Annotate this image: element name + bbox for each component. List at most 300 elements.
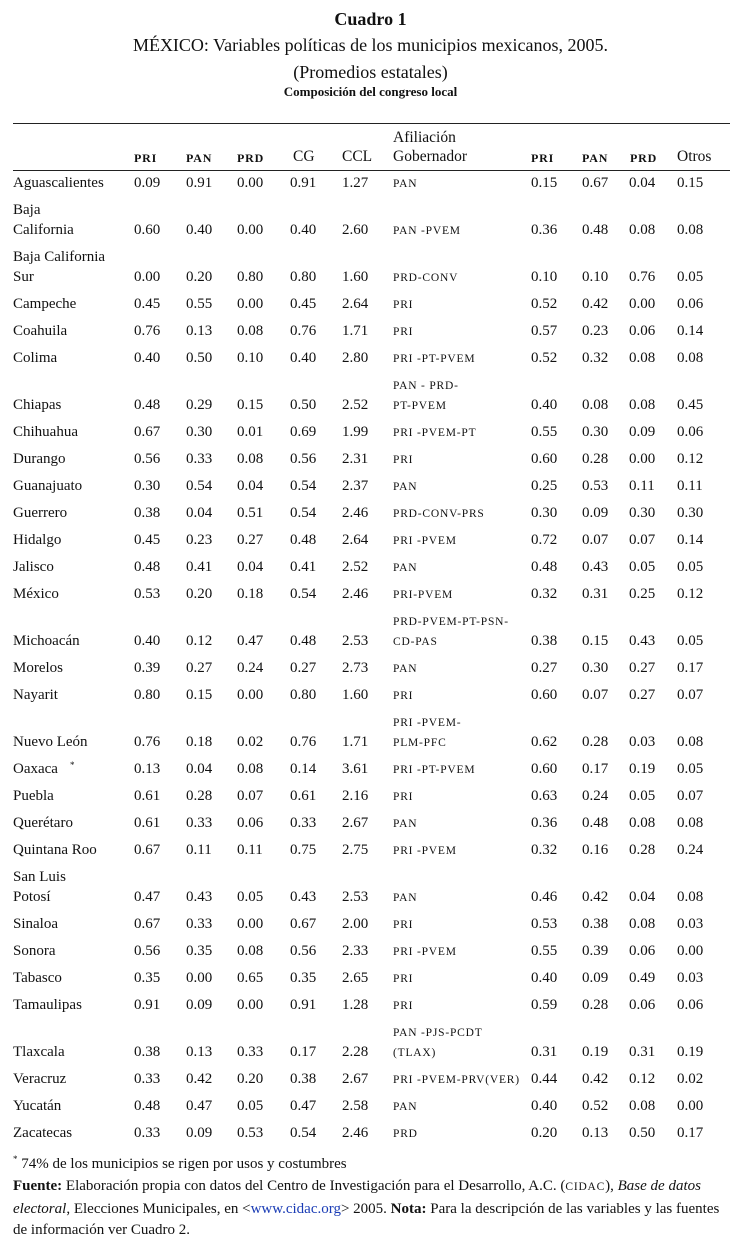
cell-pri: 0.67 bbox=[134, 916, 161, 932]
cell-pri: 0.33 bbox=[134, 1125, 161, 1141]
cell-pri: 0.35 bbox=[134, 970, 161, 986]
table-row bbox=[0, 867, 741, 907]
governor-affiliation: PAN bbox=[393, 818, 418, 830]
cell-cg: 0.48 bbox=[290, 633, 317, 649]
cell-pan2: 0.07 bbox=[582, 687, 609, 703]
table-row bbox=[0, 658, 741, 678]
cell-pan: 0.13 bbox=[186, 1044, 213, 1060]
state-name: Jalisco bbox=[13, 559, 54, 575]
col-pan-congress: PAN bbox=[582, 151, 609, 165]
cell-pan2: 0.42 bbox=[582, 889, 609, 905]
cell-pan2: 0.13 bbox=[582, 1125, 609, 1141]
cell-ccl: 2.65 bbox=[342, 970, 369, 986]
governor-affiliation: PLM-PFC bbox=[393, 737, 447, 749]
cell-pri2: 0.59 bbox=[531, 997, 558, 1013]
cell-cg: 0.40 bbox=[290, 350, 317, 366]
governor-affiliation: PRI -PT-PVEM bbox=[393, 764, 476, 776]
cell-pan2: 0.16 bbox=[582, 842, 609, 858]
cell-prd2: 0.27 bbox=[629, 687, 656, 703]
col-prd-congress: PRD bbox=[630, 151, 658, 165]
state-name: Quintana Roo bbox=[13, 842, 97, 858]
cell-otros: 0.45 bbox=[677, 397, 704, 413]
cell-cg: 0.61 bbox=[290, 788, 317, 804]
governor-affiliation: PAN bbox=[393, 1101, 418, 1113]
state-name: Zacatecas bbox=[13, 1125, 73, 1141]
table-row bbox=[0, 611, 741, 651]
cell-prd2: 0.30 bbox=[629, 505, 656, 521]
cell-pan2: 0.30 bbox=[582, 424, 609, 440]
cell-pan2: 0.28 bbox=[582, 734, 609, 750]
cell-otros: 0.12 bbox=[677, 586, 704, 602]
cell-prd2: 0.03 bbox=[629, 734, 656, 750]
cell-ccl: 2.64 bbox=[342, 296, 369, 312]
cell-pri2: 0.10 bbox=[531, 269, 558, 285]
state-name: Oaxaca bbox=[13, 761, 58, 777]
state-name: Morelos bbox=[13, 660, 63, 676]
cell-pan: 0.41 bbox=[186, 559, 213, 575]
cell-prd2: 0.25 bbox=[629, 586, 656, 602]
cell-prd2: 0.49 bbox=[629, 970, 656, 986]
cell-otros: 0.14 bbox=[677, 323, 704, 339]
cell-pri2: 0.44 bbox=[531, 1071, 558, 1087]
governor-affiliation: CD-PAS bbox=[393, 636, 438, 648]
cell-pan2: 0.30 bbox=[582, 660, 609, 676]
cell-pan2: 0.39 bbox=[582, 943, 609, 959]
cell-pan: 0.43 bbox=[186, 889, 213, 905]
table-row bbox=[0, 375, 741, 415]
cell-cg: 0.17 bbox=[290, 1044, 317, 1060]
cell-prd2: 0.50 bbox=[629, 1125, 656, 1141]
cell-pri: 0.76 bbox=[134, 734, 161, 750]
cell-ccl: 1.28 bbox=[342, 997, 369, 1013]
governor-affiliation: PRI bbox=[393, 326, 414, 338]
cell-pan2: 0.31 bbox=[582, 586, 609, 602]
cell-prd2: 0.08 bbox=[629, 222, 656, 238]
cell-cg: 0.56 bbox=[290, 943, 317, 959]
cell-cg: 0.41 bbox=[290, 559, 317, 575]
state-name: Hidalgo bbox=[13, 532, 62, 548]
cell-ccl: 1.71 bbox=[342, 734, 369, 750]
table-row bbox=[0, 294, 741, 314]
cell-pri: 0.53 bbox=[134, 586, 161, 602]
cell-ccl: 2.37 bbox=[342, 478, 369, 494]
cell-ccl: 2.64 bbox=[342, 532, 369, 548]
cell-pri2: 0.40 bbox=[531, 970, 558, 986]
cell-pan2: 0.09 bbox=[582, 970, 609, 986]
cell-pri2: 0.52 bbox=[531, 296, 558, 312]
cell-ccl: 2.80 bbox=[342, 350, 369, 366]
cell-ccl: 2.46 bbox=[342, 1125, 369, 1141]
cell-pri2: 0.36 bbox=[531, 815, 558, 831]
cell-pri2: 0.72 bbox=[531, 532, 558, 548]
cell-prd2: 0.04 bbox=[629, 889, 656, 905]
cell-prd2: 0.08 bbox=[629, 916, 656, 932]
governor-affiliation: PRI -PVEM bbox=[393, 535, 457, 547]
cell-otros: 0.03 bbox=[677, 970, 704, 986]
cell-pan: 0.55 bbox=[186, 296, 213, 312]
header-rule bbox=[13, 170, 730, 171]
cell-prd: 0.80 bbox=[237, 269, 264, 285]
cell-prd: 0.00 bbox=[237, 687, 264, 703]
cell-cg: 0.91 bbox=[290, 997, 317, 1013]
table-row bbox=[0, 476, 741, 496]
fuente-text-3: , Elecciones Municipales, en < bbox=[66, 1200, 251, 1217]
col-pan: PAN bbox=[186, 151, 213, 165]
footnote-text: 74% de los municipios se rigen por usos y costumbres bbox=[17, 1156, 347, 1172]
cell-pan: 0.09 bbox=[186, 997, 213, 1013]
state-name: Colima bbox=[13, 350, 58, 366]
cell-pan: 0.09 bbox=[186, 1125, 213, 1141]
cell-prd: 0.27 bbox=[237, 532, 264, 548]
table-row bbox=[0, 941, 741, 961]
cell-pan2: 0.17 bbox=[582, 761, 609, 777]
cell-pan2: 0.53 bbox=[582, 478, 609, 494]
governor-affiliation: PRI bbox=[393, 973, 414, 985]
governor-affiliation: (TLAX) bbox=[393, 1047, 437, 1059]
cell-ccl: 2.52 bbox=[342, 397, 369, 413]
cell-cg: 0.40 bbox=[290, 222, 317, 238]
fuente-italic: Base de datos electoral bbox=[13, 1178, 701, 1217]
cell-pan: 0.35 bbox=[186, 943, 213, 959]
cell-prd: 0.47 bbox=[237, 633, 264, 649]
table-row bbox=[0, 348, 741, 368]
cell-otros: 0.00 bbox=[677, 943, 704, 959]
cell-pan: 0.91 bbox=[186, 175, 213, 191]
governor-affiliation: PRI bbox=[393, 1000, 414, 1012]
col-prd: PRD bbox=[237, 151, 265, 165]
cell-pan: 0.33 bbox=[186, 451, 213, 467]
table-row bbox=[0, 247, 741, 287]
col-ccl: CCL bbox=[342, 148, 373, 165]
table-row bbox=[0, 503, 741, 523]
cell-cg: 0.80 bbox=[290, 269, 317, 285]
table-row bbox=[0, 813, 741, 833]
cell-pri: 0.13 bbox=[134, 761, 161, 777]
cell-ccl: 2.31 bbox=[342, 451, 369, 467]
cell-otros: 0.14 bbox=[677, 532, 704, 548]
cell-prd: 0.05 bbox=[237, 889, 264, 905]
cell-prd: 0.08 bbox=[237, 761, 264, 777]
cell-pan2: 0.42 bbox=[582, 296, 609, 312]
cell-otros: 0.17 bbox=[677, 1125, 704, 1141]
table-subtitle-2: (Promedios estatales) bbox=[293, 62, 448, 82]
cell-pri: 0.67 bbox=[134, 842, 161, 858]
cell-pri: 0.48 bbox=[134, 1098, 161, 1114]
cell-otros: 0.24 bbox=[677, 842, 704, 858]
governor-affiliation: PRI -PVEM bbox=[393, 845, 457, 857]
cell-otros: 0.07 bbox=[677, 687, 704, 703]
cell-cg: 0.54 bbox=[290, 505, 317, 521]
cell-otros: 0.06 bbox=[677, 296, 704, 312]
cell-prd2: 0.08 bbox=[629, 350, 656, 366]
table-row bbox=[0, 786, 741, 806]
cell-pri: 0.38 bbox=[134, 505, 161, 521]
governor-affiliation: PRI -PVEM- bbox=[393, 717, 462, 729]
state-name: Nuevo León bbox=[13, 734, 88, 750]
cell-ccl: 1.71 bbox=[342, 323, 369, 339]
governor-affiliation: PRI -PT-PVEM bbox=[393, 353, 476, 365]
cell-otros: 0.08 bbox=[677, 350, 704, 366]
table-row bbox=[0, 1096, 741, 1116]
cell-pri: 0.67 bbox=[134, 424, 161, 440]
state-name: Coahuila bbox=[13, 323, 68, 339]
cell-otros: 0.00 bbox=[677, 1098, 704, 1114]
cell-prd2: 0.07 bbox=[629, 532, 656, 548]
cell-prd2: 0.09 bbox=[629, 424, 656, 440]
cell-pri2: 0.30 bbox=[531, 505, 558, 521]
cell-prd2: 0.11 bbox=[629, 478, 655, 494]
cell-pan: 0.04 bbox=[186, 505, 213, 521]
cell-pri: 0.61 bbox=[134, 788, 161, 804]
cell-cg: 0.75 bbox=[290, 842, 317, 858]
cell-pri: 0.56 bbox=[134, 451, 161, 467]
governor-affiliation: PAN bbox=[393, 892, 418, 904]
governor-affiliation: PRD-PVEM-PT-PSN- bbox=[393, 616, 509, 628]
table-row bbox=[0, 685, 741, 705]
fuente-cidac: CIDAC bbox=[565, 1181, 606, 1193]
cell-prd: 0.04 bbox=[237, 478, 264, 494]
cell-otros: 0.19 bbox=[677, 1044, 704, 1060]
fuente-text-1: Elaboración propia con datos del Centro de Investigación para el Desarrollo, A.C. ( bbox=[62, 1178, 566, 1194]
governor-affiliation: PRD-CONV-PRS bbox=[393, 508, 485, 520]
governor-affiliation: PRI bbox=[393, 791, 414, 803]
cell-prd2: 0.43 bbox=[629, 633, 656, 649]
state-name: Chihuahua bbox=[13, 424, 78, 440]
cell-pri2: 0.32 bbox=[531, 842, 558, 858]
cell-pri: 0.45 bbox=[134, 532, 161, 548]
cell-pan: 0.33 bbox=[186, 815, 213, 831]
state-name: Campeche bbox=[13, 296, 77, 312]
cell-pan2: 0.24 bbox=[582, 788, 609, 804]
col-gov-line1: Afiliación bbox=[393, 129, 456, 146]
cell-pan: 0.04 bbox=[186, 761, 213, 777]
governor-affiliation: PRI -PVEM-PRV(VER) bbox=[393, 1074, 520, 1086]
table-row bbox=[0, 584, 741, 604]
state-name: Potosí bbox=[13, 889, 51, 905]
cell-prd: 0.08 bbox=[237, 451, 264, 467]
cell-pan2: 0.23 bbox=[582, 323, 609, 339]
governor-affiliation: PRI bbox=[393, 919, 414, 931]
table-row bbox=[0, 449, 741, 469]
governor-affiliation: PAN -PVEM bbox=[393, 225, 461, 237]
cell-pri2: 0.25 bbox=[531, 478, 558, 494]
cell-prd2: 0.19 bbox=[629, 761, 656, 777]
governor-affiliation: PAN bbox=[393, 663, 418, 675]
cell-pri: 0.40 bbox=[134, 633, 161, 649]
cell-otros: 0.15 bbox=[677, 175, 704, 191]
cell-prd: 0.07 bbox=[237, 788, 264, 804]
top-rule bbox=[13, 123, 730, 124]
cell-otros: 0.05 bbox=[677, 761, 704, 777]
table-row bbox=[0, 200, 741, 240]
cell-prd: 0.51 bbox=[237, 505, 264, 521]
cell-pan2: 0.42 bbox=[582, 1071, 609, 1087]
fuente-text-2: ), bbox=[605, 1178, 618, 1194]
governor-affiliation: PRI bbox=[393, 454, 414, 466]
table-row bbox=[0, 422, 741, 442]
cell-pan2: 0.28 bbox=[582, 997, 609, 1013]
state-name: Guanajuato bbox=[13, 478, 83, 494]
state-name: Michoacán bbox=[13, 633, 80, 649]
cell-otros: 0.02 bbox=[677, 1071, 704, 1087]
cell-pan: 0.20 bbox=[186, 586, 213, 602]
cell-pri: 0.61 bbox=[134, 815, 161, 831]
state-name: Baja California bbox=[13, 249, 106, 265]
cell-cg: 0.54 bbox=[290, 586, 317, 602]
table-row bbox=[0, 995, 741, 1015]
cell-pan: 0.42 bbox=[186, 1071, 213, 1087]
cell-pri2: 0.62 bbox=[531, 734, 558, 750]
cell-ccl: 2.00 bbox=[342, 916, 369, 932]
cell-pri: 0.48 bbox=[134, 397, 161, 413]
governor-affiliation: PAN bbox=[393, 562, 418, 574]
cell-prd2: 0.06 bbox=[629, 323, 656, 339]
cell-ccl: 2.16 bbox=[342, 788, 369, 804]
cell-pri2: 0.32 bbox=[531, 586, 558, 602]
cell-cg: 0.14 bbox=[290, 761, 317, 777]
cell-pan2: 0.09 bbox=[582, 505, 609, 521]
group-label: Composición del congreso local bbox=[283, 84, 458, 99]
cell-prd2: 0.28 bbox=[629, 842, 656, 858]
cell-prd2: 0.05 bbox=[629, 788, 656, 804]
cell-prd: 0.18 bbox=[237, 586, 264, 602]
cell-ccl: 2.53 bbox=[342, 889, 369, 905]
cell-otros: 0.08 bbox=[677, 222, 704, 238]
cell-ccl: 2.67 bbox=[342, 1071, 369, 1087]
cell-prd2: 0.05 bbox=[629, 559, 656, 575]
cell-prd: 0.33 bbox=[237, 1044, 264, 1060]
cell-pan: 0.54 bbox=[186, 478, 213, 494]
cell-prd2: 0.27 bbox=[629, 660, 656, 676]
cell-pan2: 0.10 bbox=[582, 269, 609, 285]
cell-pri2: 0.15 bbox=[531, 175, 558, 191]
cell-pri: 0.39 bbox=[134, 660, 161, 676]
state-name: San Luis bbox=[13, 869, 66, 885]
cell-prd: 0.08 bbox=[237, 943, 264, 959]
cell-pri: 0.60 bbox=[134, 222, 161, 238]
governor-affiliation: PAN -PJS-PCDT bbox=[393, 1027, 483, 1039]
cell-ccl: 2.28 bbox=[342, 1044, 369, 1060]
cell-pri2: 0.20 bbox=[531, 1125, 558, 1141]
cell-prd: 0.00 bbox=[237, 296, 264, 312]
governor-affiliation: PT-PVEM bbox=[393, 400, 447, 412]
table-row bbox=[0, 321, 741, 341]
cell-prd: 0.24 bbox=[237, 660, 264, 676]
governor-affiliation: PAN - PRD- bbox=[393, 380, 459, 392]
cell-pri: 0.40 bbox=[134, 350, 161, 366]
governor-affiliation: PAN bbox=[393, 178, 418, 190]
cell-prd2: 0.00 bbox=[629, 296, 656, 312]
cell-otros: 0.05 bbox=[677, 269, 704, 285]
governor-affiliation: PAN bbox=[393, 481, 418, 493]
cell-pan: 0.27 bbox=[186, 660, 213, 676]
cell-pan2: 0.08 bbox=[582, 397, 609, 413]
cell-prd: 0.08 bbox=[237, 323, 264, 339]
cell-pri: 0.00 bbox=[134, 269, 161, 285]
cell-ccl: 1.27 bbox=[342, 175, 369, 191]
state-name: Nayarit bbox=[13, 687, 58, 703]
governor-affiliation: PRD bbox=[393, 1128, 418, 1140]
state-name: Tamaulipas bbox=[13, 997, 82, 1013]
cell-prd: 0.00 bbox=[237, 997, 264, 1013]
col-cg: CG bbox=[293, 148, 315, 165]
cell-prd: 0.02 bbox=[237, 734, 264, 750]
cell-cg: 0.50 bbox=[290, 397, 317, 413]
state-name: Tlaxcala bbox=[13, 1044, 65, 1060]
cell-cg: 0.48 bbox=[290, 532, 317, 548]
cell-pan: 0.28 bbox=[186, 788, 213, 804]
governor-affiliation: PRI bbox=[393, 690, 414, 702]
state-name: Aguascalientes bbox=[13, 175, 104, 191]
cell-pri2: 0.31 bbox=[531, 1044, 558, 1060]
cell-ccl: 2.46 bbox=[342, 586, 369, 602]
cell-pri: 0.30 bbox=[134, 478, 161, 494]
governor-affiliation: PRI -PVEM-PT bbox=[393, 427, 477, 439]
cell-pri2: 0.27 bbox=[531, 660, 558, 676]
fuente-text-4: > 2005. bbox=[340, 1200, 391, 1217]
nota-text: Para la descripción de las variables y las fuentes de información ver Cuadro 2. bbox=[13, 1200, 720, 1238]
cell-pri2: 0.60 bbox=[531, 451, 558, 467]
cell-pri2: 0.55 bbox=[531, 943, 558, 959]
cell-pan2: 0.48 bbox=[582, 222, 609, 238]
cell-ccl: 2.75 bbox=[342, 842, 369, 858]
cell-ccl: 1.60 bbox=[342, 269, 369, 285]
cell-prd2: 0.76 bbox=[629, 269, 656, 285]
cell-ccl: 2.52 bbox=[342, 559, 369, 575]
state-name: California bbox=[13, 222, 74, 238]
cell-cg: 0.56 bbox=[290, 451, 317, 467]
cell-prd2: 0.31 bbox=[629, 1044, 656, 1060]
cell-ccl: 3.61 bbox=[342, 761, 369, 777]
cell-prd2: 0.06 bbox=[629, 997, 656, 1013]
cell-cg: 0.47 bbox=[290, 1098, 317, 1114]
cell-prd: 0.65 bbox=[237, 970, 264, 986]
cell-cg: 0.76 bbox=[290, 323, 317, 339]
cell-ccl: 2.46 bbox=[342, 505, 369, 521]
cell-pri2: 0.57 bbox=[531, 323, 558, 339]
state-name: Guerrero bbox=[13, 505, 68, 521]
cell-prd: 0.01 bbox=[237, 424, 264, 440]
cell-pan: 0.20 bbox=[186, 269, 213, 285]
cell-prd: 0.53 bbox=[237, 1125, 264, 1141]
cell-pri2: 0.63 bbox=[531, 788, 558, 804]
cell-prd: 0.10 bbox=[237, 350, 264, 366]
governor-affiliation: PRD-CONV bbox=[393, 272, 459, 284]
cell-pri2: 0.36 bbox=[531, 222, 558, 238]
cell-prd: 0.11 bbox=[237, 842, 263, 858]
table-row bbox=[0, 968, 741, 988]
cell-prd: 0.04 bbox=[237, 559, 264, 575]
cell-pan: 0.00 bbox=[186, 970, 213, 986]
state-name: México bbox=[13, 586, 59, 602]
cell-ccl: 2.58 bbox=[342, 1098, 369, 1114]
cell-prd: 0.20 bbox=[237, 1071, 264, 1087]
cell-otros: 0.07 bbox=[677, 788, 704, 804]
cell-otros: 0.05 bbox=[677, 559, 704, 575]
cell-cg: 0.35 bbox=[290, 970, 317, 986]
cell-pan: 0.29 bbox=[186, 397, 213, 413]
cell-pri2: 0.48 bbox=[531, 559, 558, 575]
state-name: Tabasco bbox=[13, 970, 62, 986]
cell-otros: 0.03 bbox=[677, 916, 704, 932]
cell-pan2: 0.19 bbox=[582, 1044, 609, 1060]
cell-otros: 0.08 bbox=[677, 889, 704, 905]
cell-pan2: 0.43 bbox=[582, 559, 609, 575]
cell-cg: 0.43 bbox=[290, 889, 317, 905]
cell-pan: 0.30 bbox=[186, 424, 213, 440]
cell-prd2: 0.06 bbox=[629, 943, 656, 959]
cidac-link[interactable]: www.cidac.org bbox=[250, 1200, 341, 1217]
